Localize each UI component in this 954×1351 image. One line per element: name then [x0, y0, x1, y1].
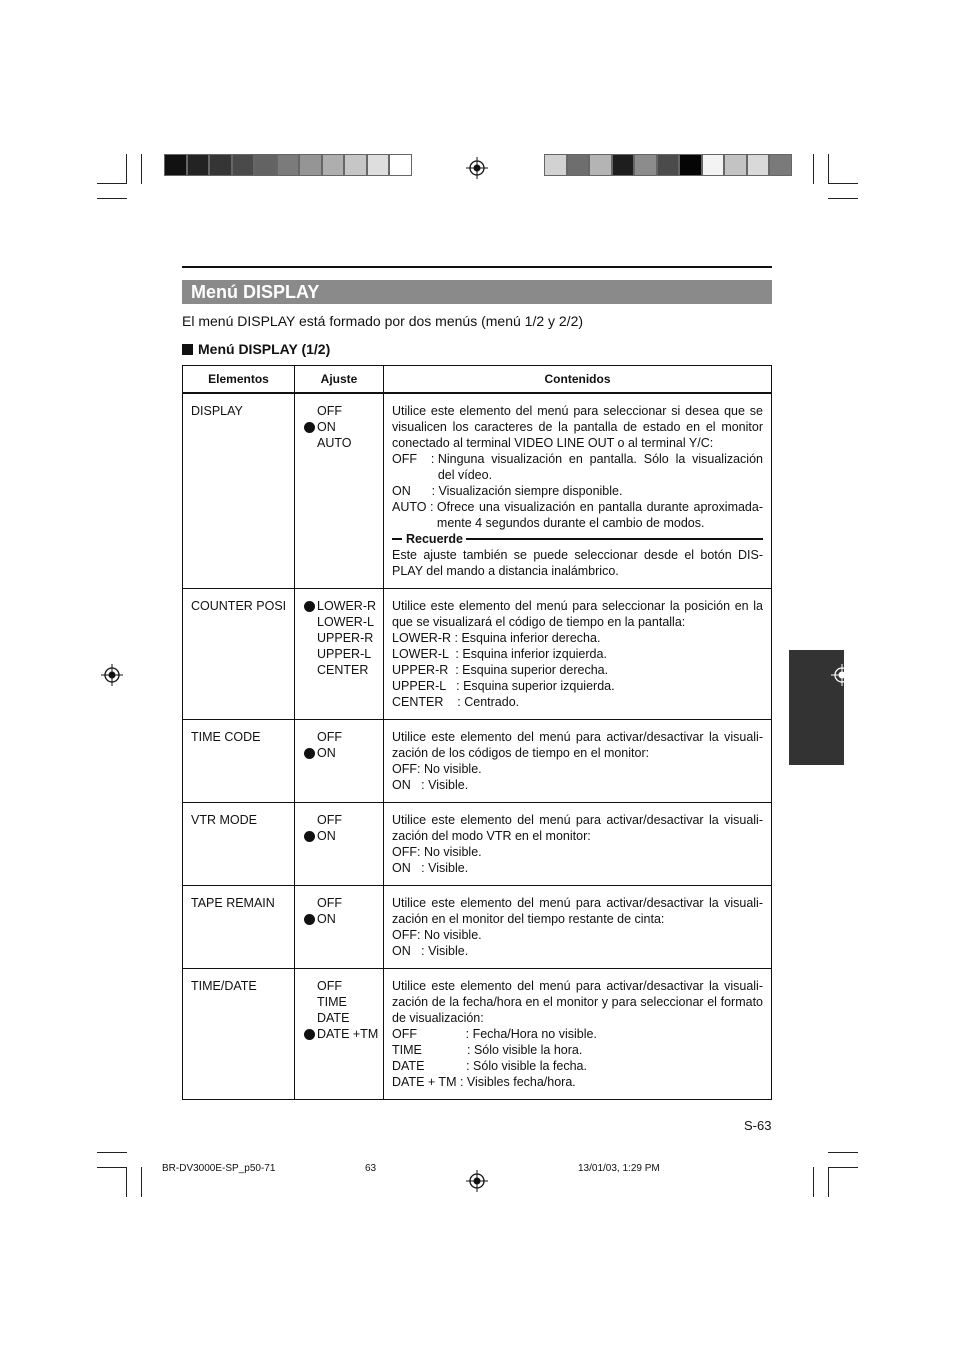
definition-item — [392, 844, 763, 860]
setting-option — [304, 646, 379, 662]
description-text: Utilice este elemento del menú para activar/desactivar la visuali-zación de la fecha/hora en el monitor y para seleccionar el formato de visualización: — [392, 979, 763, 1025]
setting-option — [304, 1026, 379, 1042]
option-label: OFF — [317, 730, 342, 744]
default-dot-icon — [304, 601, 315, 612]
setting-option — [304, 598, 379, 614]
definition-key: LOWER-R : — [392, 631, 462, 645]
definition-item — [392, 630, 763, 646]
option-label: ON — [317, 912, 336, 926]
registration-target-icon — [466, 157, 488, 179]
option-label: DATE +TM — [317, 1027, 379, 1041]
color-swatch — [232, 154, 255, 176]
crop-mark — [828, 1167, 858, 1168]
crop-mark — [97, 183, 127, 184]
default-dot-icon — [304, 422, 315, 433]
color-swatch — [657, 154, 680, 176]
contents-cell — [384, 589, 772, 720]
element-name-cell: TIME/DATE — [183, 969, 295, 1100]
page-title: Menú DISPLAY — [191, 282, 320, 302]
definition-key: OFF: — [392, 845, 424, 859]
setting-options-cell — [295, 393, 384, 589]
crop-mark — [828, 1167, 829, 1197]
setting-option — [304, 419, 379, 435]
definition-key: OFF: — [392, 928, 424, 942]
option-label: ON — [317, 829, 336, 843]
setting-options-cell — [295, 803, 384, 886]
definition-item — [392, 1058, 763, 1074]
setting-option — [304, 745, 379, 761]
footer-sheet: 63 — [365, 1163, 377, 1174]
color-swatch-strip-left — [164, 154, 412, 176]
description-text: Utilice este elemento del menú para seleccionar si desea que se visualicen los caracteres de la pantalla de estado en el monitor conectado al terminal VIDEO LINE OUT o al terminal Y/C: — [392, 404, 763, 450]
crop-mark — [126, 1167, 127, 1197]
crop-mark — [97, 198, 127, 199]
footer-file: BR-DV3000E-SP_p50-71 — [162, 1163, 276, 1174]
title-bar — [182, 280, 772, 304]
registration-target-icon — [831, 664, 853, 686]
definition-value: Sólo visible la hora. — [473, 1043, 583, 1057]
definition-value: Sólo visible la fecha. — [473, 1059, 587, 1073]
definition-item — [392, 646, 763, 662]
table-row — [183, 803, 772, 886]
note-heading — [392, 531, 763, 547]
element-name-cell: TIME CODE — [183, 720, 295, 803]
definition-item — [392, 662, 763, 678]
intro-text: El menú DISPLAY está formado por dos menús (menú 1/2 y 2/2) — [182, 313, 584, 329]
option-label: OFF — [317, 979, 342, 993]
definition-item — [392, 927, 763, 943]
element-name-cell: TAPE REMAIN — [183, 886, 295, 969]
option-label: OFF — [317, 896, 342, 910]
setting-option — [304, 435, 379, 451]
definition-key: TIME : — [392, 1043, 474, 1057]
definition-value: No visible. — [423, 928, 482, 942]
definition-value: Visible. — [428, 944, 469, 958]
definition-value: Esquina superior izquierda. — [463, 679, 615, 693]
definition-value: Visible. — [428, 861, 469, 875]
setting-option — [304, 812, 379, 828]
square-bullet-icon — [182, 344, 193, 355]
color-swatch — [747, 154, 770, 176]
definition-item — [392, 860, 763, 876]
definition-value: Visible. — [428, 778, 469, 792]
crop-mark — [141, 1167, 142, 1197]
note-text: Este ajuste también se puede seleccionar desde el botón DIS-PLAY del mando a distancia inalámbrico. — [392, 548, 763, 578]
crop-mark — [828, 154, 829, 184]
registration-target-icon — [101, 664, 123, 686]
definition-value: Esquina superior derecha. — [462, 663, 609, 677]
contents-cell — [384, 886, 772, 969]
table-row — [183, 886, 772, 969]
registration-target-icon — [466, 1170, 488, 1192]
definition-value: Centrado. — [464, 695, 520, 709]
definition-value: Visibles fecha/hora. — [466, 1075, 576, 1089]
setting-option — [304, 1010, 379, 1026]
crop-mark — [828, 198, 858, 199]
table-row — [183, 969, 772, 1100]
option-label: DATE — [317, 1011, 350, 1025]
note-rule — [466, 538, 763, 540]
contents-cell — [384, 720, 772, 803]
crop-mark — [828, 183, 858, 184]
option-label: UPPER-L — [317, 647, 372, 661]
definition-key: ON : — [392, 484, 439, 498]
option-label: AUTO — [317, 436, 352, 450]
definition-item — [392, 1074, 763, 1090]
default-dot-icon — [304, 1029, 315, 1040]
description-text: Utilice este elemento del menú para activar/desactivar la visuali-zación en el monitor del tiempo restante de cinta: — [392, 896, 763, 926]
description-text: Utilice este elemento del menú para activar/desactivar la visuali-zación de los códigos de tiempo en el monitor: — [392, 730, 763, 760]
description-text: Utilice este elemento del menú para seleccionar la posición en la que se visualizará el código de tiempo en la pantalla: — [392, 599, 763, 629]
definition-key: ON : — [392, 861, 429, 875]
definition-key: ON : — [392, 778, 429, 792]
crop-mark — [813, 154, 814, 184]
color-swatch — [322, 154, 345, 176]
option-label: OFF — [317, 813, 342, 827]
option-label: OFF — [317, 404, 342, 418]
crop-mark — [97, 1152, 127, 1153]
column-header-ajuste: Ajuste — [295, 366, 384, 394]
setting-option — [304, 630, 379, 646]
definition-key: CENTER : — [392, 695, 465, 709]
definition-value: Esquina inferior derecha. — [461, 631, 601, 645]
element-name-cell: VTR MODE — [183, 803, 295, 886]
element-name-cell: DISPLAY — [183, 393, 295, 589]
footer-timestamp: 13/01/03, 1:29 PM — [578, 1163, 660, 1174]
default-dot-icon — [304, 831, 315, 842]
definition-key: UPPER-R : — [392, 663, 463, 677]
setting-options-cell — [295, 886, 384, 969]
column-header-elementos: Elementos — [183, 366, 295, 394]
note-title: Recuerde — [406, 532, 463, 546]
setting-options-cell — [295, 969, 384, 1100]
color-swatch — [277, 154, 300, 176]
table-row — [183, 589, 772, 720]
color-swatch — [724, 154, 747, 176]
description-text: Utilice este elemento del menú para activar/desactivar la visuali-zación del modo VTR en el monitor: — [392, 813, 763, 843]
color-swatch — [702, 154, 725, 176]
definition-key: UPPER-L : — [392, 679, 464, 693]
color-swatch — [299, 154, 322, 176]
crop-mark — [126, 154, 127, 184]
definition-key: OFF: — [392, 762, 424, 776]
option-label: UPPER-R — [317, 631, 374, 645]
definition-key: DATE : — [392, 1059, 474, 1073]
note-rule — [392, 538, 402, 540]
definition-value: No visible. — [423, 845, 482, 859]
color-swatch — [679, 154, 702, 176]
color-swatch — [344, 154, 367, 176]
crop-mark — [141, 154, 142, 184]
definition-item — [392, 694, 763, 710]
table-header-row — [183, 366, 772, 394]
definition-item — [392, 1042, 763, 1058]
contents-cell — [384, 969, 772, 1100]
definition-value: Ofrece una visualización en pantalla durante aproximada-mente 4 segundos durante el cambio de modos. — [436, 500, 763, 530]
definition-value: Esquina inferior izquierda. — [462, 647, 607, 661]
setting-option — [304, 614, 379, 630]
definition-item — [392, 483, 763, 499]
crop-mark — [97, 1167, 127, 1168]
display-menu-table — [182, 365, 772, 1100]
default-dot-icon — [304, 748, 315, 759]
color-swatch — [769, 154, 792, 176]
definition-item — [392, 678, 763, 694]
contents-cell — [384, 803, 772, 886]
setting-option — [304, 828, 379, 844]
crop-mark — [813, 1167, 814, 1197]
setting-option — [304, 994, 379, 1010]
definition-value: Fecha/Hora no visible. — [472, 1027, 597, 1041]
color-swatch — [187, 154, 210, 176]
section-heading — [182, 341, 330, 357]
color-swatch — [612, 154, 635, 176]
definition-key: OFF : — [392, 452, 438, 466]
color-swatch — [164, 154, 187, 176]
option-label: ON — [317, 746, 336, 760]
page-number: S-63 — [744, 1118, 772, 1133]
element-name-cell: COUNTER POSI — [183, 589, 295, 720]
option-label: TIME — [317, 995, 347, 1009]
definition-key: OFF : — [392, 1027, 473, 1041]
color-swatch — [209, 154, 232, 176]
color-swatch — [589, 154, 612, 176]
color-swatch — [389, 154, 412, 176]
setting-option — [304, 729, 379, 745]
setting-options-cell — [295, 720, 384, 803]
option-label: LOWER-L — [317, 615, 374, 629]
setting-option — [304, 662, 379, 678]
option-label: LOWER-R — [317, 599, 377, 613]
definition-value: No visible. — [423, 762, 482, 776]
definition-value: Ninguna visualización en pantalla. Sólo la visualización del vídeo. — [437, 452, 763, 482]
color-swatch-strip-right — [544, 154, 792, 176]
color-swatch — [367, 154, 390, 176]
setting-options-cell — [295, 589, 384, 720]
setting-option — [304, 978, 379, 994]
column-header-contenidos: Contenidos — [384, 366, 772, 394]
definition-item — [392, 943, 763, 959]
definition-key: DATE + TM : — [392, 1075, 467, 1089]
definition-value: Visualización siempre disponible. — [438, 484, 623, 498]
color-swatch — [254, 154, 277, 176]
definition-key: ON : — [392, 944, 429, 958]
table-row — [183, 720, 772, 803]
section-title: Menú DISPLAY (1/2) — [198, 341, 331, 357]
color-swatch — [634, 154, 657, 176]
definition-item — [392, 1026, 763, 1042]
definition-key: LOWER-L : — [392, 647, 463, 661]
color-swatch — [567, 154, 590, 176]
definition-item — [392, 777, 763, 793]
setting-option — [304, 895, 379, 911]
top-rule — [182, 266, 772, 268]
definition-key: AUTO : — [392, 500, 437, 514]
definition-item — [392, 761, 763, 777]
crop-mark — [828, 1152, 858, 1153]
definition-item — [392, 499, 763, 531]
contents-cell — [384, 393, 772, 589]
default-dot-icon — [304, 914, 315, 925]
definition-item — [392, 451, 763, 483]
table-row — [183, 393, 772, 589]
option-label: CENTER — [317, 663, 369, 677]
color-swatch — [544, 154, 567, 176]
setting-option — [304, 911, 379, 927]
setting-option — [304, 403, 379, 419]
option-label: ON — [317, 420, 336, 434]
